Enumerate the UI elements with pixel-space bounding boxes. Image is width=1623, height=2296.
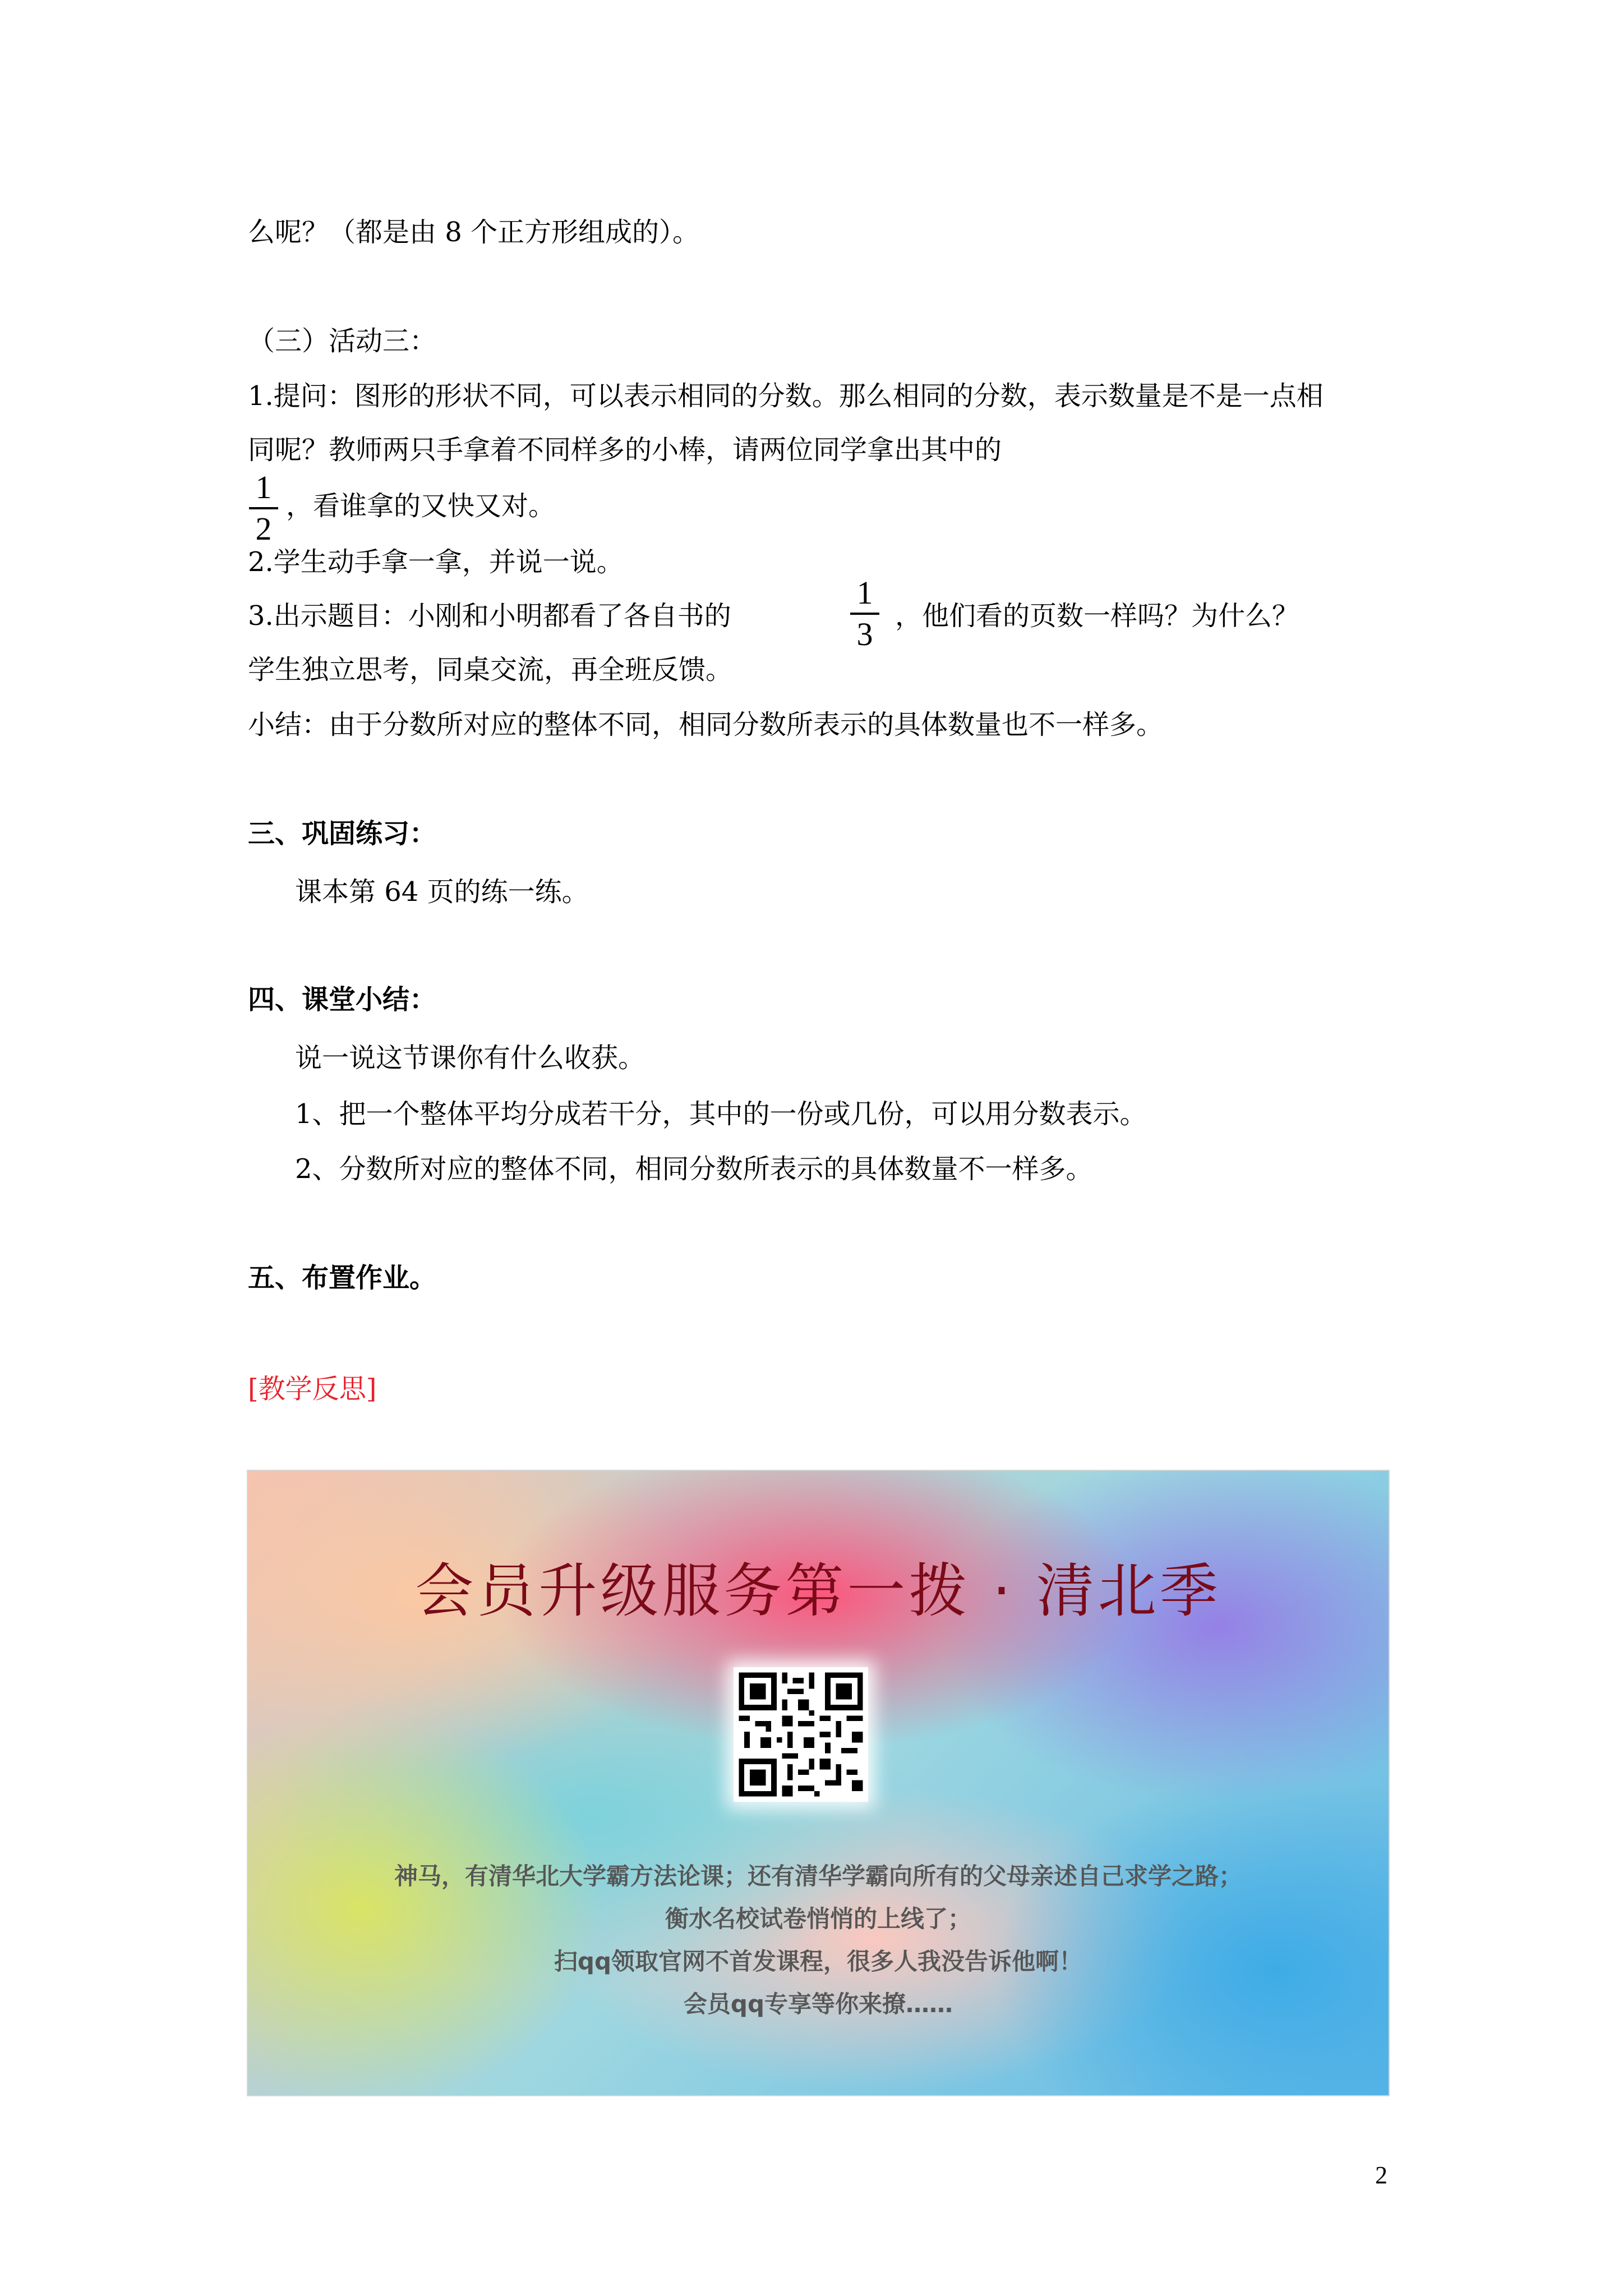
- fraction-bar: [249, 507, 278, 509]
- text-line: ，看谁拿的又快又对。: [286, 490, 556, 522]
- section-heading: （三）活动三：: [248, 325, 437, 357]
- text-line: 课本第 64 页的练一练。: [295, 876, 589, 908]
- banner-title: 会员升级服务第一拨 · 清北季: [415, 1557, 1221, 1625]
- section-heading: 四、课堂小结：: [248, 984, 437, 1015]
- text-line: 1.提问：图形的形状不同，可以表示相同的分数。那么相同的分数，表示数量是不是一点相: [248, 380, 1324, 412]
- text-line: 1、把一个整体平均分成若干分，其中的一份或几份，可以用分数表示。: [295, 1098, 1147, 1130]
- fraction-half: [247, 469, 280, 547]
- text-line: 学生独立思考，同桌交流，再全班反馈。: [248, 654, 733, 685]
- fraction-denominator: 2: [255, 510, 272, 547]
- text-line: 2.学生动手拿一拿，并说一说。: [248, 546, 624, 578]
- fraction-third: [848, 574, 882, 653]
- banner-text-line: 会员qq专享等你来撩……: [683, 1990, 953, 2018]
- text-line: 3.出示题目：小刚和小明都看了各自书的: [248, 600, 731, 632]
- fraction-numerator: 1: [255, 469, 272, 505]
- text-line: 2、分数所对应的整体不同，相同分数所表示的具体数量不一样多。: [295, 1153, 1093, 1185]
- summary-line: 小结：由于分数所对应的整体不同，相同分数所表示的具体数量也不一样多。: [248, 709, 1164, 740]
- qr-code[interactable]: [734, 1667, 868, 1802]
- text-line: 说一说这节课你有什么收获。: [295, 1042, 645, 1074]
- banner-text-line: 扫qq领取官网不首发课程，很多人我没告诉他啊！: [554, 1948, 1083, 1975]
- section-heading: 三、巩固练习：: [248, 818, 437, 849]
- text-line: ，他们看的页数一样吗？为什么？: [895, 600, 1299, 632]
- text-line: 同呢？教师两只手拿着不同样多的小棒，请两位同学拿出其中的: [248, 434, 1002, 466]
- text-line: 么呢？（都是由 8 个正方形组成的）。: [248, 217, 700, 248]
- banner-text-line: 衡水名校试卷悄悄的上线了；: [665, 1905, 971, 1932]
- fraction-denominator: 3: [856, 616, 873, 652]
- fraction-bar: [850, 613, 879, 615]
- promo-banner[interactable]: [247, 1470, 1390, 2096]
- page-number: 2: [1375, 2161, 1387, 2189]
- reflection-heading: [教学反思]: [248, 1373, 377, 1405]
- section-heading: 五、布置作业。: [248, 1262, 437, 1294]
- banner-text-line: 神马，有清华北大学霸方法论课；还有清华学霸向所有的父母亲述自己求学之路；: [394, 1862, 1242, 1890]
- fraction-numerator: 1: [856, 574, 873, 611]
